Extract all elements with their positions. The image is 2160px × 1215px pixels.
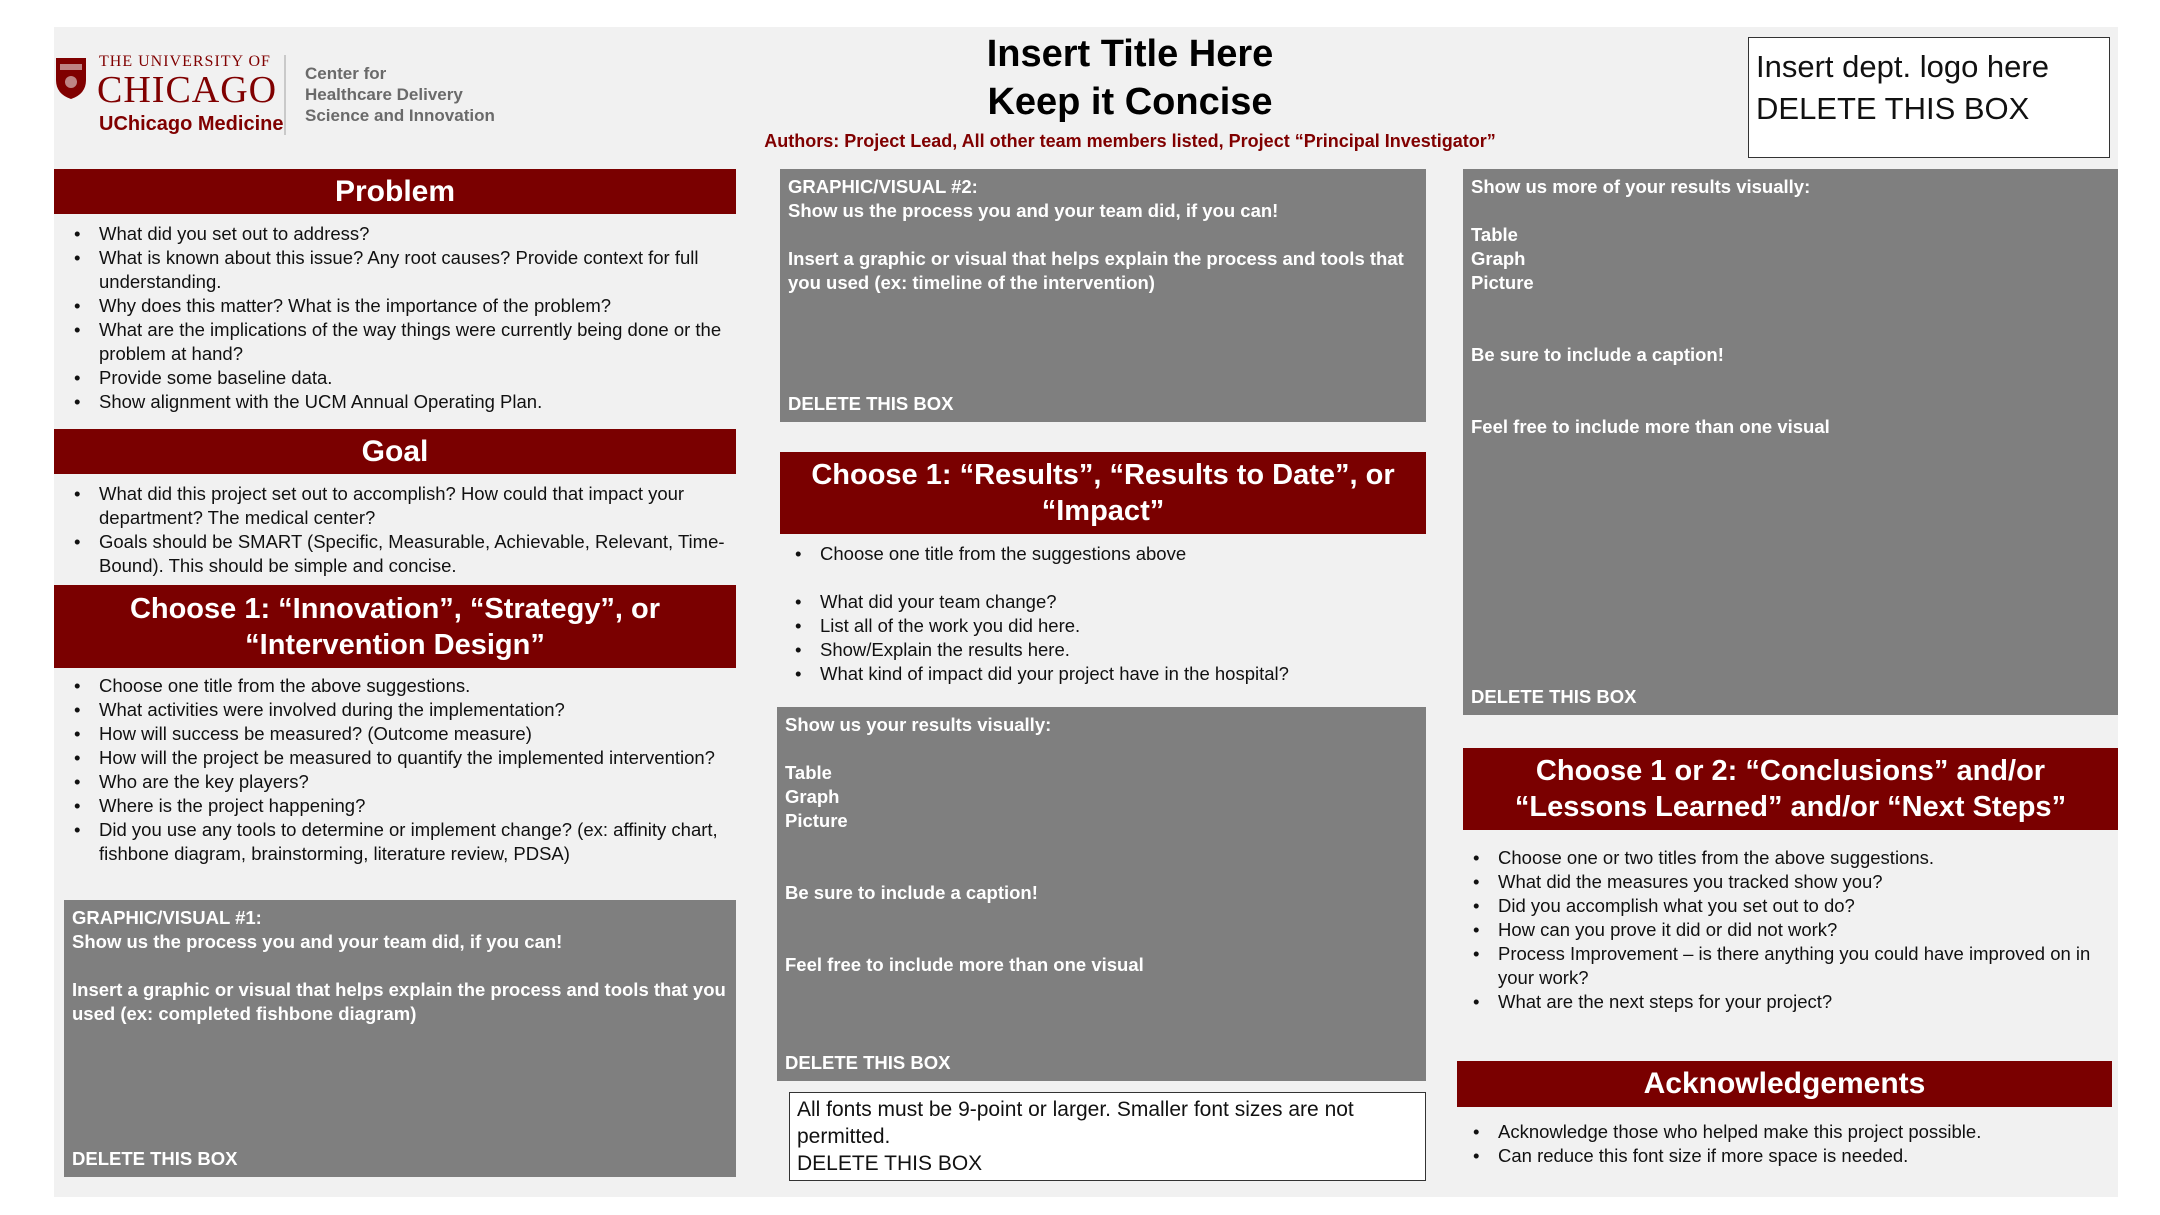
list-item: • Can reduce this font size if more space is needed. <box>1453 1144 2118 1168</box>
problem-header <box>54 169 736 214</box>
delete-box-text: DELETE THIS BOX <box>797 1152 983 1175</box>
uchicago-logo <box>54 51 524 141</box>
list-item: • Show/Explain the results here. <box>775 638 1426 662</box>
innovation-title-line-1: Choose 1: “Innovation”, “Strategy”, or <box>129 592 661 625</box>
font-size-note-box[interactable] <box>789 1092 1426 1181</box>
visual-label: GRAPHIC/VISUAL #2: <box>788 176 978 197</box>
list-item: • How can you prove it did or did not work? <box>1453 918 2118 942</box>
list-item: • Choose one title from the suggestions above <box>775 542 1426 566</box>
university-seal-icon <box>54 56 88 100</box>
goal-list <box>54 482 736 578</box>
list-item: • What activities were involved during the implementation? <box>54 698 736 722</box>
conclusions-list <box>1453 846 2118 1014</box>
visual-instruction: Show us the process you and your team did, if you can! <box>788 200 1279 221</box>
list-item: • Why does this matter? What is the importance of the problem? <box>54 294 736 318</box>
list-item: • What did this project set out to accomplish? How could that impact your department? The medical center? <box>54 482 736 530</box>
graphic-visual-2-placeholder[interactable] <box>780 169 1426 422</box>
logo-divider <box>284 55 286 135</box>
visual-caption-note: Be sure to include a caption! <box>1471 344 1724 365</box>
innovation-list <box>54 674 736 866</box>
center-name-line: Science and Innovation <box>305 106 495 125</box>
list-item: • What kind of impact did your project have in the hospital? <box>775 662 1426 686</box>
visual-list-item: Graph <box>785 786 840 807</box>
visual-list-item: Picture <box>785 810 848 831</box>
list-item: • Goals should be SMART (Specific, Measurable, Achievable, Relevant, Time-Bound). This should be simple and concise. <box>54 530 736 578</box>
university-small-text: THE UNIVERSITY OF <box>99 53 271 70</box>
authors-line: Authors: Project Lead, All other team members listed, Project “Principal Investigator” <box>764 131 1496 151</box>
goal-title: Goal <box>361 434 429 468</box>
results-visual-placeholder[interactable] <box>777 707 1426 1081</box>
visual-list-item: Table <box>785 762 832 783</box>
list-item: • How will the project be measured to quantify the implemented intervention? <box>54 746 736 770</box>
list-item: • Choose one or two titles from the above suggestions. <box>1453 846 2118 870</box>
more-results-visual-placeholder[interactable] <box>1463 169 2118 715</box>
logo-placeholder-text: Insert dept. logo here <box>1756 49 2049 84</box>
title-line-1: Insert Title Here <box>986 33 1274 75</box>
visual-heading: Show us your results visually: <box>785 714 1052 735</box>
delete-box-text: DELETE THIS BOX <box>788 393 954 414</box>
list-item: • Show alignment with the UCM Annual Operating Plan. <box>54 390 736 414</box>
results-header <box>780 452 1426 534</box>
dept-logo-placeholder[interactable] <box>1748 37 2110 158</box>
list-item: • How will success be measured? (Outcome measure) <box>54 722 736 746</box>
problem-title: Problem <box>334 174 456 208</box>
results-list <box>775 542 1426 686</box>
list-item: • Choose one title from the above suggestions. <box>54 674 736 698</box>
innovation-title-line-2: “Intervention Design” <box>245 628 545 661</box>
visual-list-item: Table <box>1471 224 1518 245</box>
problem-list <box>54 222 736 414</box>
visual-more-note: Feel free to include more than one visual <box>1471 416 1830 437</box>
results-title-line-2: “Impact” <box>1041 495 1165 527</box>
list-item: • What are the implications of the way things were currently being done or the problem at hand? <box>54 318 736 366</box>
delete-box-text: DELETE THIS BOX <box>785 1052 951 1073</box>
visual-more-note: Feel free to include more than one visual <box>785 954 1144 975</box>
list-item: • Provide some baseline data. <box>54 366 736 390</box>
visual-description: Insert a graphic or visual that helps explain the process and tools that you used (ex: timeline of the intervention) <box>788 248 1404 293</box>
delete-box-text: DELETE THIS BOX <box>1471 686 1637 707</box>
conclusions-title-line-1: Choose 1 or 2: “Conclusions” and/or <box>1535 755 2046 787</box>
center-name-line: Center for <box>305 64 387 83</box>
visual-label: GRAPHIC/VISUAL #1: <box>72 907 262 928</box>
list-item: • Where is the project happening? <box>54 794 736 818</box>
visual-instruction: Show us the process you and your team did, if you can! <box>72 931 563 952</box>
uchicago-medicine-text: UChicago Medicine <box>99 113 284 135</box>
acknowledgements-title: Acknowledgements <box>1643 1067 1926 1100</box>
font-size-note: All fonts must be 9-point or larger. Smaller font sizes are not permitted. <box>797 1098 1354 1148</box>
innovation-header <box>54 585 736 668</box>
list-item: • What did your team change? <box>775 590 1426 614</box>
list-item: • What did you set out to address? <box>54 222 736 246</box>
delete-box-text: DELETE THIS BOX <box>72 1148 238 1169</box>
list-item: • Who are the key players? <box>54 770 736 794</box>
list-item: • What did the measures you tracked show you? <box>1453 870 2118 894</box>
goal-header <box>54 429 736 474</box>
logo-delete-text: DELETE THIS BOX <box>1756 91 2030 126</box>
list-item: • Process Improvement – is there anything you could have improved on in your work? <box>1453 942 2118 990</box>
poster-title <box>620 30 1640 126</box>
list-item: • List all of the work you did here. <box>775 614 1426 638</box>
title-line-2: Keep it Concise <box>987 81 1273 123</box>
conclusions-title-line-2: “Lessons Learned” and/or “Next Steps” <box>1514 791 2067 823</box>
list-item: • Did you use any tools to determine or implement change? (ex: affinity chart, fishbone diagram, brainstorming, literature review, PDSA) <box>54 818 736 866</box>
conclusions-header <box>1463 748 2118 830</box>
center-name-line: Healthcare Delivery <box>305 85 463 104</box>
center-name <box>305 63 495 126</box>
visual-heading: Show us more of your results visually: <box>1471 176 1811 197</box>
university-name: CHICAGO <box>97 69 278 111</box>
list-item: • What are the next steps for your project? <box>1453 990 2118 1014</box>
visual-caption-note: Be sure to include a caption! <box>785 882 1038 903</box>
acknowledgements-header <box>1457 1061 2112 1107</box>
list-item: • Did you accomplish what you set out to do? <box>1453 894 2118 918</box>
acknowledgements-list <box>1453 1120 2118 1168</box>
visual-description: Insert a graphic or visual that helps explain the process and tools that you used (ex: completed fishbone diagram) <box>72 979 726 1024</box>
list-item: • Acknowledge those who helped make this project possible. <box>1453 1120 2118 1144</box>
list-item: • What is known about this issue? Any root causes? Provide context for full understanding. <box>54 246 736 294</box>
visual-list-item: Graph <box>1471 248 1526 269</box>
graphic-visual-1-placeholder[interactable] <box>64 900 736 1177</box>
visual-list-item: Picture <box>1471 272 1534 293</box>
results-title-line-1: Choose 1: “Results”, “Results to Date”, or <box>811 459 1395 491</box>
